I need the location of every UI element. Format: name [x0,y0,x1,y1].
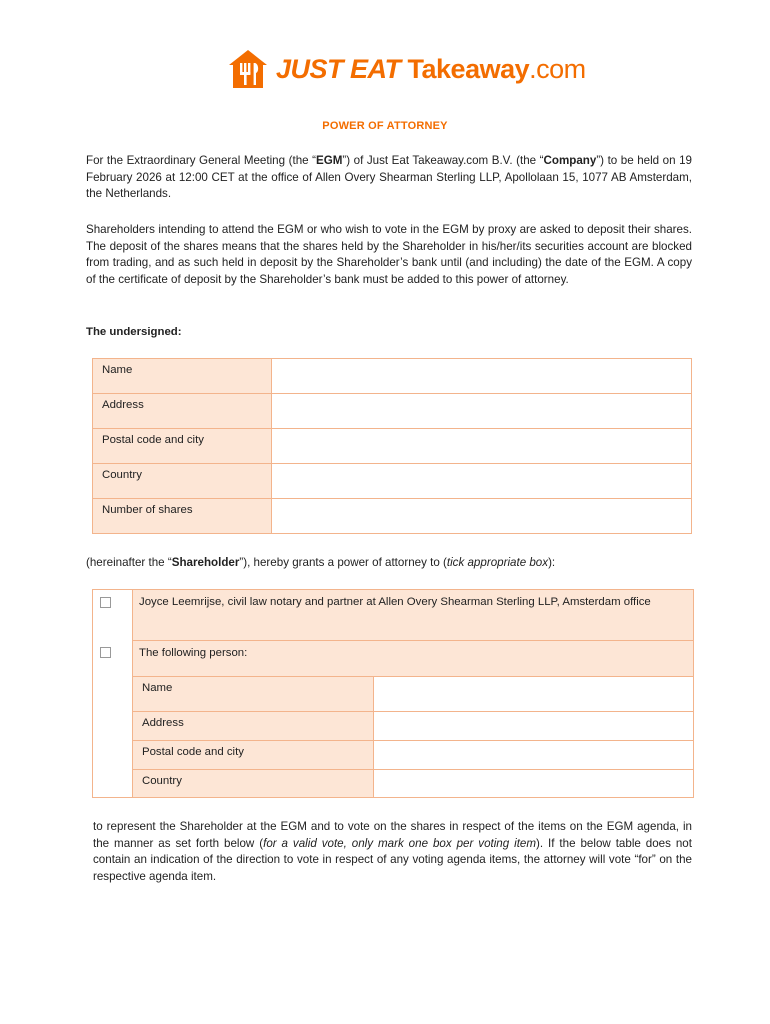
shareholder-term: Shareholder [171,556,240,569]
intro-text-1: For the Extraordinary General Meeting (the “ [86,154,316,167]
document-title: POWER OF ATTORNEY [322,120,448,132]
undersigned-label-shares: Number of shares [92,498,272,534]
undersigned-name-field[interactable] [271,358,692,394]
intro-paragraph [86,153,692,203]
logo-wordmark [276,54,586,85]
fork-house-icon [226,47,270,91]
person-postal-field[interactable] [373,740,694,770]
company-logo [226,44,586,94]
person-name-field[interactable] [373,676,694,712]
option-notary: Joyce Leemrijse, civil law notary and partner at Allen Overy Shearman Sterling LLP, Amsterdam office [132,589,694,641]
undersigned-heading: The undersigned: [86,326,182,338]
checkbox-column [92,589,133,798]
undersigned-shares-field[interactable] [271,498,692,534]
person-label-name: Name [132,676,374,712]
person-label-address: Address [132,711,374,741]
grant-text-1: (hereinafter the “ [86,556,172,569]
grant-paragraph [86,555,692,572]
undersigned-address-field[interactable] [271,393,692,429]
intro-text-2: ”) of Just Eat Takeaway.com B.V. (the “ [342,154,544,167]
option-person: The following person: [132,640,694,677]
egm-term: EGM [315,154,343,167]
company-term: Company [543,154,597,167]
closing-text-1: to represent the Shareholder at the EGM and to vote on the shares in respect of the items on the EGM agenda, in the manner as set forth below ( [93,820,692,850]
person-label-postal: Postal code and city [132,740,374,770]
person-country-field[interactable] [373,769,694,798]
intro-text-3: ”) to be held on 19 February 2026 at 12:00 CET at the office of Allen Overy Shearman Sterling LLP, Apollolaan 15, 1077 AB Amsterdam, the Netherlands. [86,154,692,200]
tick-instruction: tick appropriate box [446,556,549,569]
valid-vote-instruction: for a valid vote, only mark one box per voting item [263,836,537,850]
closing-paragraph [93,819,692,885]
closing-text-2: ). If the below table does not contain an indication of the direction to vote in respect of any voting agenda items, the attorney will vote “for” on the respective agenda item. [93,836,692,883]
undersigned-label-name: Name [92,358,272,394]
notary-checkbox[interactable] [100,597,111,608]
logo-word-dotcom: .com [529,53,586,84]
undersigned-label-country: Country [92,463,272,499]
person-address-field[interactable] [373,711,694,741]
person-label-country: Country [132,769,374,798]
deposit-paragraph: Shareholders intending to attend the EGM or who wish to vote in the EGM by proxy are asked to deposit their shares. The deposit of the shares means that the shares held by the Shareholder in his/her/its securities account are blocked from trading, and as such held in deposit by the Shareholder’s bank until (and including) the date of the EGM. A copy of the certificate of deposit by the Shareholder’s bank must be added to this power of attorney. [86,223,692,286]
undersigned-country-field[interactable] [271,463,692,499]
person-checkbox[interactable] [100,647,111,658]
undersigned-postal-field[interactable] [271,428,692,464]
undersigned-label-address: Address [92,393,272,429]
logo-word-just-eat: JUST EAT [276,53,401,84]
undersigned-label-postal: Postal code and city [92,428,272,464]
grant-text-2: ”), hereby grants a power of attorney to ( [239,556,447,569]
grant-text-3: ): [548,556,556,569]
logo-word-takeaway: Takeaway [407,53,530,84]
